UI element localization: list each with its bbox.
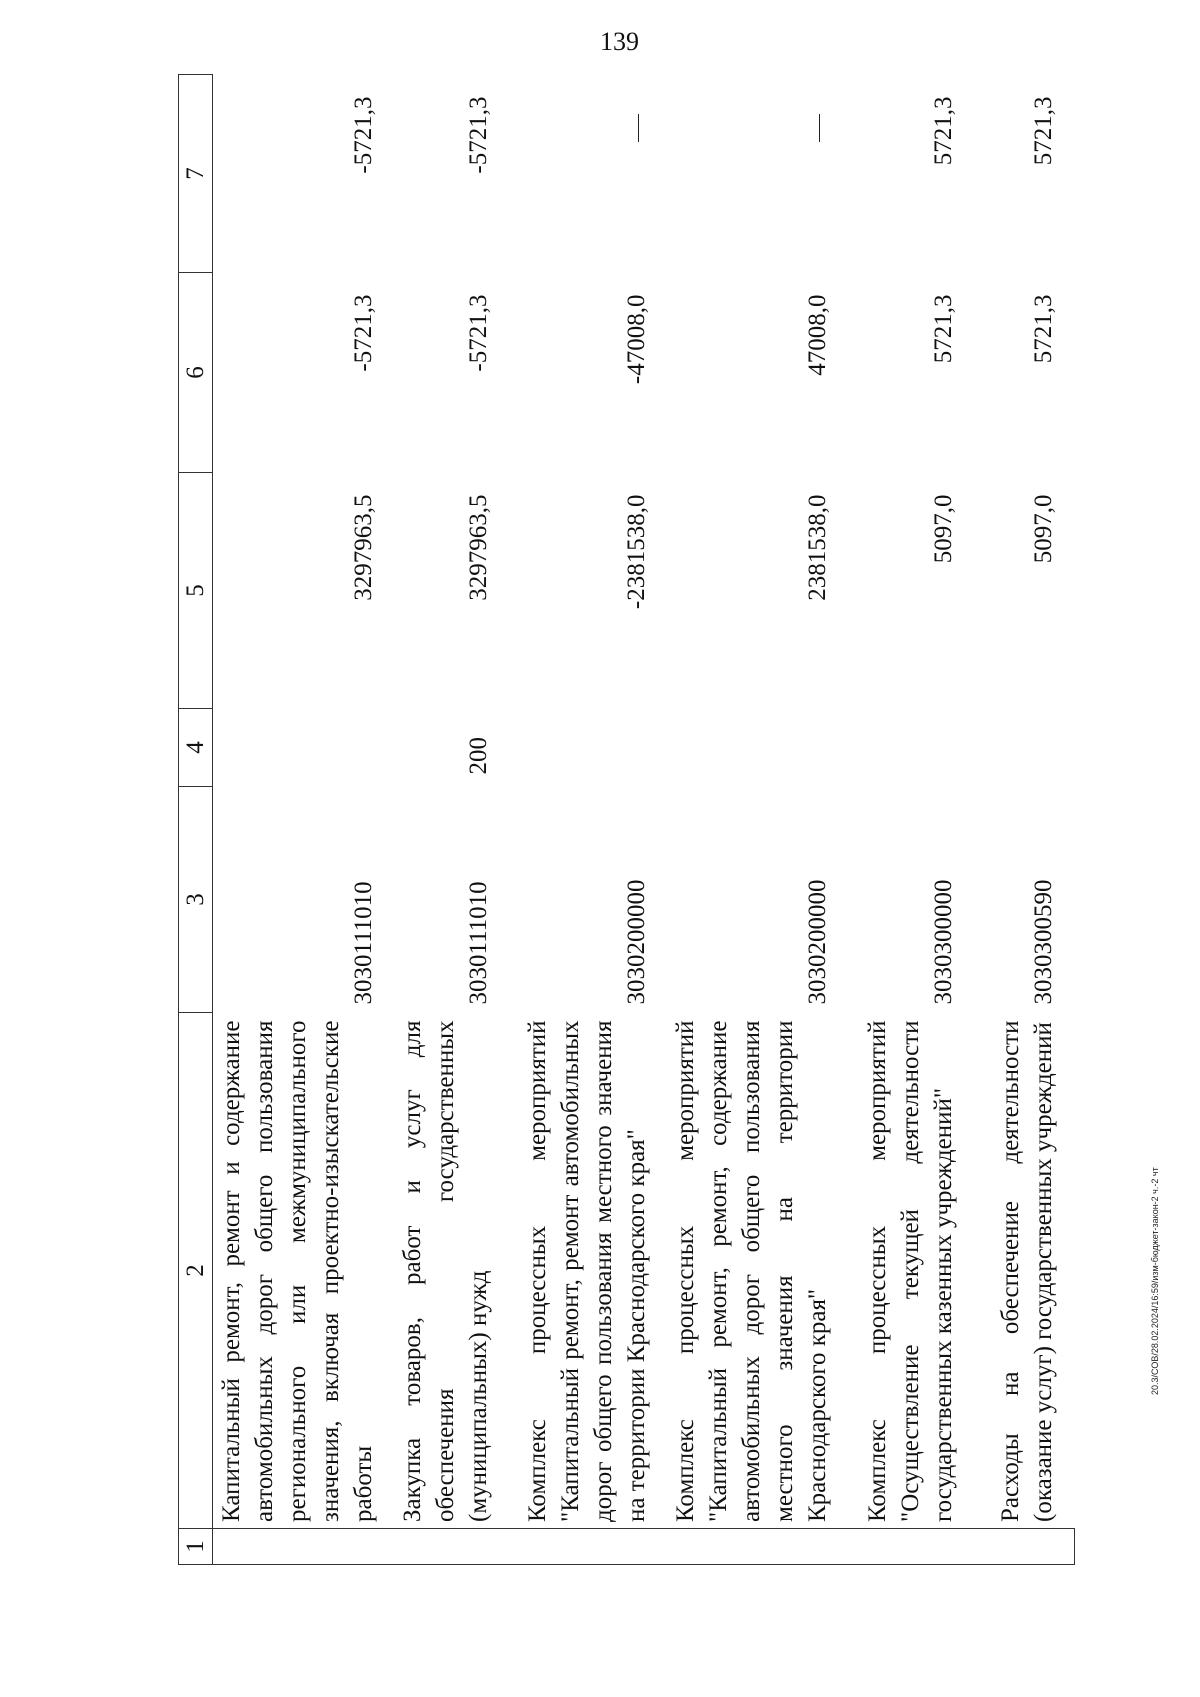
- row-value-5: 3297963,5: [350, 494, 377, 601]
- header-row: [179, 75, 213, 1565]
- row-value-5: 5097,0: [930, 494, 957, 564]
- row-value-6: -5721,3: [350, 294, 377, 372]
- row-value-5: 2381538,0: [804, 494, 831, 601]
- table-row: [394, 75, 509, 1565]
- budget-table-sheet: [178, 75, 1057, 1565]
- row-index-cell: [509, 1529, 667, 1565]
- header-col-6: 6: [179, 273, 213, 473]
- row-value-5: 5097,0: [1030, 494, 1057, 564]
- document-footer-reference: 20.3/СОВ/28.02.2024/16:59/изм-бюджет-закон-2 ч.-2 чт: [1150, 1167, 1160, 1395]
- row-value-7: 5721,3: [1030, 96, 1057, 166]
- row-value-6: 5721,3: [930, 294, 957, 364]
- row-value-6: 5721,3: [1030, 294, 1057, 364]
- row-value-7: [667, 75, 848, 273]
- table-row: [509, 75, 667, 1565]
- row-name: Расходы на обеспечение деятельности (оказание услуг) государственных учреждений: [997, 1020, 1057, 1522]
- row-type: [509, 709, 667, 787]
- row-value-6: -47008,0: [623, 294, 650, 385]
- header-col-2: 2: [179, 1013, 213, 1529]
- row-code: 3030300590: [1030, 879, 1057, 1005]
- row-code: 3030300000: [930, 879, 957, 1005]
- row-code: 3030200000: [623, 879, 650, 1005]
- row-index-cell: [667, 1529, 848, 1565]
- table-row: [213, 75, 395, 1565]
- row-type: [974, 709, 1074, 787]
- header-col-7: 7: [179, 75, 213, 273]
- dash-mark: [638, 115, 639, 143]
- budget-table: [178, 74, 1075, 1565]
- row-value-7: -5721,3: [465, 96, 492, 174]
- row-name: Закупка товаров, работ и услуг для обеспечения государственных (муниципальных) нужд: [399, 1020, 492, 1522]
- header-col-1: 1: [179, 1529, 213, 1565]
- row-index-cell: [394, 1529, 509, 1565]
- row-value-5: -2381538,0: [623, 494, 650, 610]
- table-row: [974, 75, 1074, 1565]
- row-index-cell: [848, 1529, 974, 1565]
- page-number: 139: [600, 27, 639, 56]
- header-col-4: 4: [179, 709, 213, 787]
- row-value-5: 3297963,5: [465, 494, 492, 601]
- row-code: 3030111010: [465, 881, 492, 1005]
- header-col-5: 5: [179, 473, 213, 709]
- row-name: Комплекс процессных мероприятий "Капитальный ремонт, ремонт автомобильных дорог общего пользования местного значения на территории Краснодарского края": [524, 1020, 650, 1522]
- row-type: 200: [465, 737, 492, 775]
- row-value-7: -5721,3: [350, 96, 377, 174]
- row-type: [848, 709, 974, 787]
- row-code: 3030111010: [350, 881, 377, 1005]
- row-value-7: [509, 75, 667, 273]
- header-col-3: 3: [179, 787, 213, 1013]
- row-name: Комплекс процессных мероприятий "Осуществление текущей деятельности государственных казенных учреждений": [864, 1020, 957, 1522]
- row-value-6: -5721,3: [465, 294, 492, 372]
- row-code: 3030200000: [804, 879, 831, 1005]
- dash-mark: [819, 115, 820, 143]
- row-type: [213, 709, 395, 787]
- row-value-6: 47008,0: [804, 294, 831, 376]
- row-type: [667, 709, 848, 787]
- table-row: [848, 75, 974, 1565]
- row-index-cell: [974, 1529, 1074, 1565]
- table-row: [667, 75, 848, 1565]
- row-value-7: 5721,3: [930, 96, 957, 166]
- row-name: Капитальный ремонт, ремонт и содержание автомобильных дорог общего пользования регионального или межмуниципального значения, включая проектно-изыскательские работы: [218, 1020, 377, 1522]
- row-name: Комплекс процессных мероприятий "Капитальный ремонт, ремонт, содержание автомобильных дорог общего пользования местного значения на территории Краснодарского края": [672, 1020, 831, 1522]
- row-index-cell: [213, 1529, 395, 1565]
